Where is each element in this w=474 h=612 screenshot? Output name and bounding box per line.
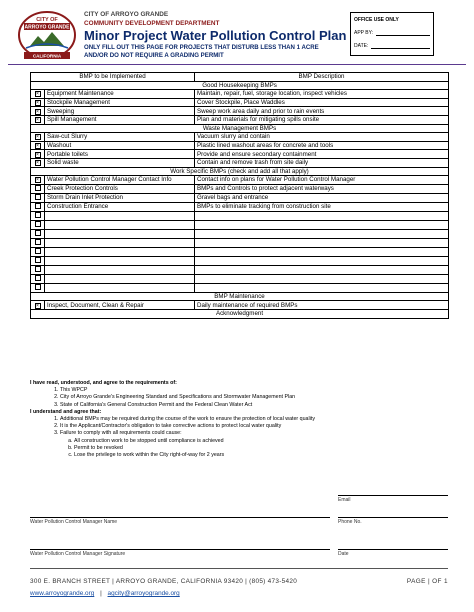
office-date-field[interactable] — [371, 43, 430, 49]
website-link[interactable]: www.arroyogrande.org — [30, 590, 95, 597]
bmp-description: Vacuum slurry and contain — [195, 133, 449, 142]
blank-row — [31, 211, 449, 220]
date-line[interactable] — [338, 549, 448, 557]
blank-row — [31, 274, 449, 283]
checkbox-cell — [31, 247, 45, 256]
blank-row — [31, 229, 449, 238]
email-link[interactable]: agcity@arroyogrande.org — [107, 590, 180, 597]
office-date-label: DATE: — [354, 43, 369, 49]
table-row — [31, 184, 449, 193]
bmp-name-field[interactable] — [45, 283, 195, 292]
list-item: b. Permit to be revoked — [74, 445, 448, 452]
bmp-name: Construction Entrance — [45, 202, 195, 211]
manager-name-line[interactable] — [30, 517, 330, 525]
checkbox-cell — [31, 211, 45, 220]
section-waste-label: Waste Management BMPs — [31, 124, 449, 133]
checkbox-cell — [31, 150, 45, 159]
checkbox-cell — [31, 301, 45, 310]
page-header — [10, 6, 464, 64]
manager-name-label: Water Pollution Control Manager Name — [30, 519, 118, 525]
bmp-name: Sweeping — [45, 107, 195, 116]
bmp-description: Gravel bags and entrance — [195, 193, 449, 202]
list-item: 2. City of Arroyo Grande's Engineering Standard and Specifications and Stormwater Management Plan — [60, 394, 448, 401]
bmp-checkbox[interactable]: × — [36, 108, 39, 115]
section-work-specific-label: Work Specific BMPs (check and add all that apply) — [31, 167, 449, 176]
bmp-description: Maintain, repair, fuel, storage location, inspect vehicles — [195, 90, 449, 99]
bmp-checkbox[interactable] — [35, 284, 41, 290]
email-line[interactable] — [338, 495, 448, 503]
section-acknowledgment — [31, 309, 449, 318]
bmp-description-field[interactable] — [195, 238, 449, 247]
bmp-checkbox[interactable] — [35, 239, 41, 245]
signature-label: Water Pollution Control Manager Signature — [30, 551, 126, 557]
bmp-name-field[interactable] — [45, 220, 195, 229]
bmp-checkbox[interactable] — [35, 266, 41, 272]
section-acknowledgment-label: Acknowledgment — [31, 309, 449, 318]
bmp-checkbox[interactable] — [35, 248, 41, 254]
bmp-description: Cover Stockpile, Place Waddles — [195, 98, 449, 107]
table-row — [31, 150, 449, 159]
checkbox-cell — [31, 229, 45, 238]
bmp-name: Inspect, Document, Clean & Repair — [45, 301, 195, 310]
col-header-bmp: BMP to be Implemented — [31, 73, 195, 82]
table-row — [31, 133, 449, 142]
table-row — [31, 141, 449, 150]
bmp-name: Creek Protection Controls — [45, 184, 195, 193]
ack-terms-list — [30, 416, 448, 459]
table-row — [31, 90, 449, 99]
bmp-checkbox[interactable] — [35, 212, 41, 218]
bmp-checkbox[interactable]: × — [36, 302, 39, 309]
bmp-checkbox[interactable] — [35, 221, 41, 227]
checkbox-cell — [31, 90, 45, 99]
bmp-description: Provide and ensure secondary containment — [195, 150, 449, 159]
email-label: Email — [338, 497, 351, 503]
bmp-checkbox[interactable] — [35, 185, 41, 191]
section-housekeeping — [31, 81, 449, 90]
bmp-checkbox[interactable] — [35, 203, 41, 209]
bmp-name: Spill Management — [45, 115, 195, 124]
city-seal-logo — [16, 10, 78, 64]
bmp-description-field[interactable] — [195, 229, 449, 238]
blank-row — [31, 220, 449, 229]
table-row — [31, 115, 449, 124]
checkbox-cell — [31, 98, 45, 107]
ack-docs-list — [30, 387, 448, 409]
bmp-checkbox[interactable] — [35, 275, 41, 281]
bmp-checkbox[interactable] — [35, 257, 41, 263]
list-item-text: Failure to comply with all requirements could cause: — [60, 430, 182, 437]
bmp-checkbox[interactable]: × — [36, 100, 39, 107]
date-label: Date — [338, 551, 349, 557]
section-work-specific — [31, 167, 449, 176]
bmp-description-field[interactable] — [195, 211, 449, 220]
table-header-row — [31, 73, 449, 82]
phone-label: Phone No. — [338, 519, 362, 525]
list-item: c. Lose the privilege to work within the City right-of-way for 2 years — [74, 452, 448, 459]
table-row — [31, 176, 449, 185]
bmp-description: Plan and materials for mitigating spills onsite — [195, 115, 449, 124]
list-item: 3. State of California's General Construction Permit and the Federal Clean Water Act — [60, 402, 448, 409]
bmp-description: Contact info on plans for Water Pollution Control Manager — [195, 176, 449, 185]
bmp-description: Daily maintenance of required BMPs — [195, 301, 449, 310]
bmp-checkbox[interactable]: × — [36, 143, 39, 150]
checkbox-cell — [31, 220, 45, 229]
bmp-name-field[interactable] — [45, 256, 195, 265]
bmp-description: Sweep work area daily and prior to rain events — [195, 107, 449, 116]
bmp-description-field[interactable] — [195, 247, 449, 256]
bmp-name-field[interactable] — [45, 265, 195, 274]
bmp-name: Washout — [45, 141, 195, 150]
instruction-line-2: AND/OR DO NOT REQUIRE A GRADING PERMIT — [84, 51, 224, 59]
checkbox-cell — [31, 202, 45, 211]
blank-row — [31, 238, 449, 247]
bmp-description-field[interactable] — [195, 256, 449, 265]
checkbox-cell — [31, 141, 45, 150]
checkbox-cell — [31, 176, 45, 185]
office-date-row — [354, 43, 430, 49]
bmp-name: Equipment Maintenance — [45, 90, 195, 99]
footer-address: 300 E. BRANCH STREET | ARROYO GRANDE, CALIFORNIA 93420 | (805) 473-5420 — [30, 578, 298, 585]
bmp-checkbox[interactable]: × — [36, 91, 39, 98]
checkbox-cell — [31, 274, 45, 283]
bmp-description: Contain and remove trash from site daily — [195, 158, 449, 167]
ack-intro: I have read, understood, and agree to the requirements of: — [30, 380, 177, 386]
instruction-line-1: ONLY FILL OUT THIS PAGE FOR PROJECTS THAT DISTURB LESS THAN 1 ACRE — [84, 44, 319, 51]
section-maintenance-label: BMP Maintenance — [31, 292, 449, 301]
form-title: Minor Project Water Pollution Control Plan — [84, 28, 347, 43]
table-row — [31, 158, 449, 167]
consequences-list — [60, 438, 448, 460]
app-by-field[interactable] — [376, 30, 430, 36]
logo-text-mid: ARROYO GRANDE — [24, 24, 70, 31]
city-name: CITY OF ARROYO GRANDE — [84, 11, 169, 18]
acknowledgment-text — [30, 380, 448, 459]
checkbox-cell — [31, 184, 45, 193]
bmp-description: BMPs and Controls to protect adjacent waterways — [195, 184, 449, 193]
bmp-description-field[interactable] — [195, 220, 449, 229]
signature-line[interactable] — [30, 549, 330, 557]
org-block — [84, 10, 219, 28]
bmp-name: Portable toilets — [45, 150, 195, 159]
list-item: 2. It is the Applicant/Contractor's obligation to take corrective actions to protect local water quality — [60, 423, 448, 430]
table-row — [31, 98, 449, 107]
checkbox-cell — [31, 256, 45, 265]
footer-separator: | — [100, 590, 102, 597]
bmp-name-field[interactable] — [45, 247, 195, 256]
bmp-checkbox[interactable]: × — [36, 151, 39, 158]
checkbox-cell — [31, 115, 45, 124]
footer-divider — [30, 568, 448, 569]
bmp-name: Water Pollution Control Manager Contact Info — [45, 176, 195, 185]
checkbox-cell — [31, 107, 45, 116]
department-name: COMMUNITY DEVELOPMENT DEPARTMENT — [84, 20, 220, 27]
bmp-description-field[interactable] — [195, 265, 449, 274]
logo-text-top: CITY OF — [36, 17, 58, 23]
section-housekeeping-label: Good Housekeeping BMPs — [31, 81, 449, 90]
table-row — [31, 301, 449, 310]
section-maintenance — [31, 292, 449, 301]
blank-row — [31, 247, 449, 256]
bmp-name: Storm Drain Inlet Protection — [45, 193, 195, 202]
bmp-description: Plastic lined washout areas for concrete and tools — [195, 141, 449, 150]
ack-agree: I understand and agree that: — [30, 408, 102, 415]
bmp-name: Solid waste — [45, 158, 195, 167]
footer-links — [30, 590, 180, 597]
table-row — [31, 202, 449, 211]
blank-row — [31, 265, 449, 274]
bmp-name: Stockpile Management — [45, 98, 195, 107]
form-instructions — [84, 44, 319, 59]
page-number: PAGE | OF 1 — [406, 578, 448, 585]
office-use-box — [350, 12, 434, 56]
office-use-title: OFFICE USE ONLY — [354, 17, 399, 23]
bmp-name-field[interactable] — [45, 211, 195, 220]
app-by-row — [354, 30, 430, 36]
bmp-table — [30, 72, 449, 319]
bmp-description-field[interactable] — [195, 274, 449, 283]
bmp-checkbox[interactable]: × — [36, 117, 39, 124]
logo-text-bottom: CALIFORNIA — [32, 53, 62, 59]
checkbox-cell — [31, 265, 45, 274]
bmp-description: BMPs to eliminate tracking from construction site — [195, 202, 449, 211]
list-item — [60, 430, 448, 459]
bmp-name: Saw-cut Slurry — [45, 133, 195, 142]
table-row — [31, 193, 449, 202]
col-header-desc: BMP Description — [195, 73, 449, 82]
bmp-name-field[interactable] — [45, 274, 195, 283]
bmp-checkbox[interactable] — [35, 194, 41, 200]
bmp-name-field[interactable] — [45, 229, 195, 238]
table-row — [31, 107, 449, 116]
list-item: a. All construction work to be stopped until compliance is achieved — [74, 438, 448, 445]
app-by-label: APP BY: — [354, 30, 374, 36]
blank-row — [31, 256, 449, 265]
section-waste — [31, 124, 449, 133]
bmp-checkbox[interactable]: × — [36, 160, 39, 167]
checkbox-cell — [31, 283, 45, 292]
checkbox-cell — [31, 133, 45, 142]
bmp-name-field[interactable] — [45, 238, 195, 247]
bmp-checkbox[interactable]: × — [36, 177, 39, 184]
phone-line[interactable] — [338, 517, 448, 525]
checkbox-cell — [31, 238, 45, 247]
checkbox-cell — [31, 158, 45, 167]
blank-row — [31, 283, 449, 292]
list-item: 1. This WPCP — [60, 387, 448, 394]
list-item: 1. Additional BMPs may be required during the course of the work to ensure the protection of local water quality — [60, 416, 448, 423]
checkbox-cell — [31, 193, 45, 202]
header-divider — [8, 64, 466, 65]
bmp-description-field[interactable] — [195, 283, 449, 292]
bmp-checkbox[interactable]: × — [36, 134, 39, 141]
bmp-checkbox[interactable] — [35, 230, 41, 236]
